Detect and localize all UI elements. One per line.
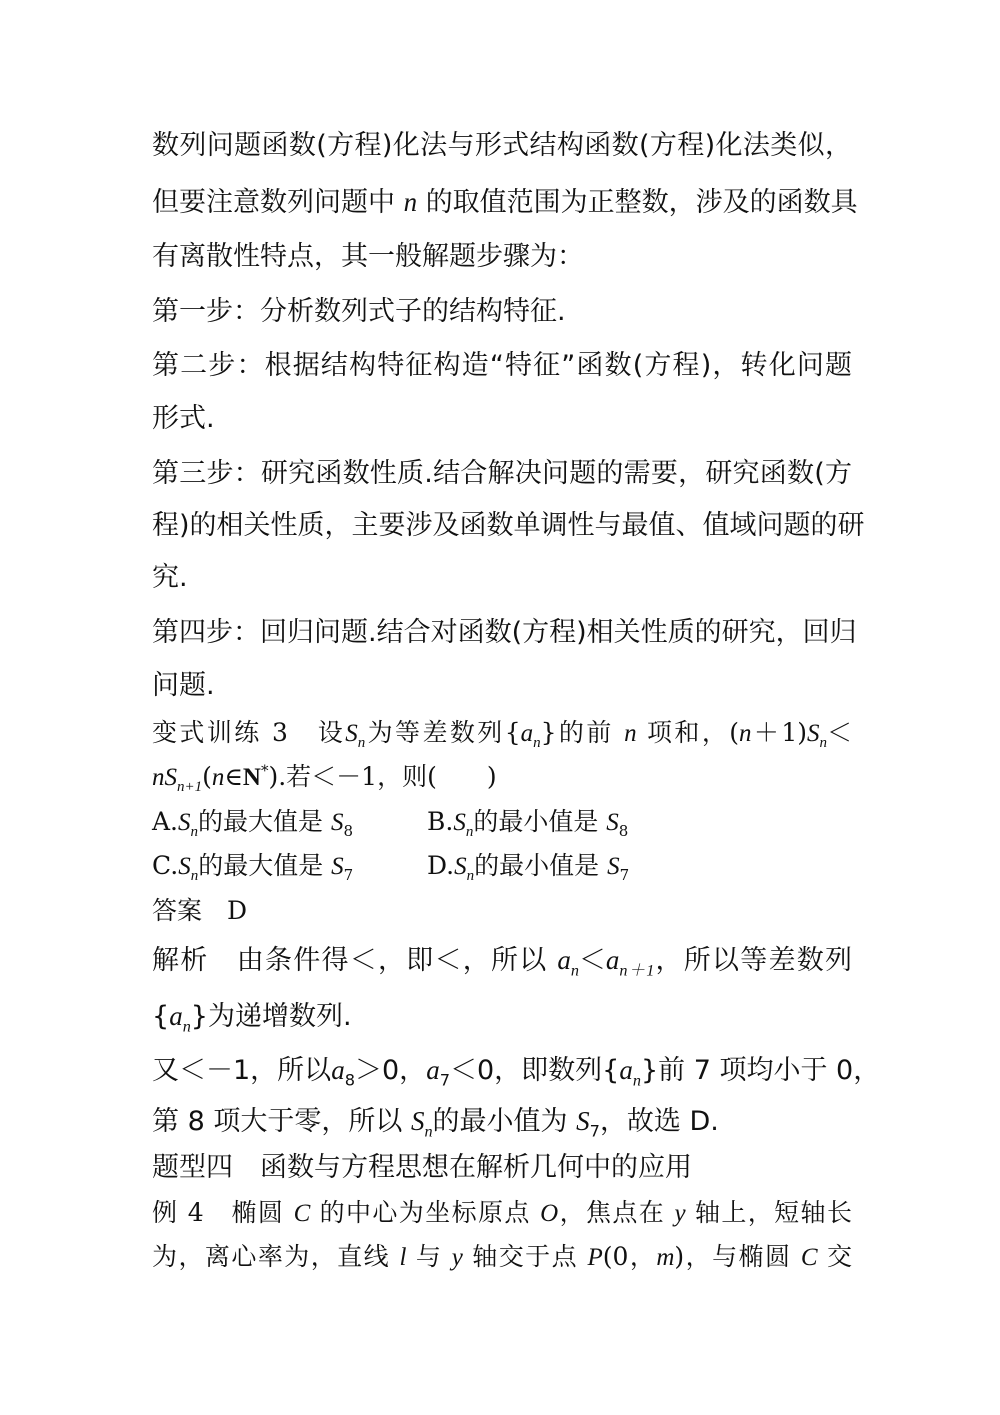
math-var: S — [178, 853, 191, 880]
answer-value: D — [227, 896, 248, 925]
text: ＜ — [827, 718, 853, 747]
analysis-line-2 — [152, 996, 852, 1037]
option-a — [152, 802, 353, 843]
text: 椭圆 — [231, 1198, 285, 1227]
math-var: S — [453, 809, 466, 836]
step-4 — [152, 613, 857, 653]
text: 数列问题函数(方程)化法与形式结构函数(方程)化法类似， — [152, 130, 852, 161]
math-sub: n — [424, 1122, 433, 1141]
math-var: S — [330, 809, 344, 836]
text: 有离散性特点，其一般解题步骤为： — [152, 241, 584, 272]
math-sub: n — [466, 868, 475, 884]
text: 第三步：研究函数性质.结合解决问题的需要，研究函数(方 — [152, 458, 852, 489]
text: { — [152, 1001, 170, 1032]
section-title — [152, 1148, 852, 1188]
math-var: a — [331, 1055, 345, 1085]
text: 为，离心率为，直线 — [152, 1242, 391, 1271]
text: 的最小值是 — [473, 807, 599, 836]
math-sub: 8 — [343, 822, 354, 840]
answer-label: 答案 — [152, 896, 203, 925]
step-3-cont — [152, 506, 865, 546]
math-sub: 7 — [589, 1121, 600, 1141]
math-var: O — [540, 1200, 559, 1227]
math-sub: 7 — [343, 866, 354, 884]
text: 交 — [826, 1242, 852, 1271]
math-var: S — [410, 1106, 425, 1136]
option-label: B. — [427, 807, 454, 836]
math-var: y — [451, 1244, 463, 1271]
math-var: S — [576, 1106, 590, 1136]
text: 的最小值为 — [432, 1106, 568, 1137]
text-line — [152, 182, 858, 223]
math-sub: 7 — [439, 1070, 450, 1090]
text: 的中心为坐标原点 — [319, 1198, 531, 1227]
text: 项和，( — [647, 718, 739, 747]
example-label: 例 4 — [152, 1198, 204, 1227]
math-var: S — [807, 720, 820, 747]
step-3-cont2 — [152, 558, 852, 598]
text: ，所以等差数列 — [654, 945, 853, 976]
math-var: a — [605, 945, 620, 975]
math-var: S — [331, 853, 344, 880]
math-sub: n＋1 — [619, 961, 655, 980]
math-sub: n — [190, 868, 199, 884]
math-sup: * — [260, 761, 269, 780]
math-var: a — [619, 1055, 633, 1085]
math-sub: 8 — [618, 822, 629, 840]
text: }的前 — [540, 718, 614, 747]
math-var: S — [345, 720, 358, 747]
step-2-cont — [152, 399, 852, 439]
math-sub: 7 — [619, 866, 630, 884]
math-var: S — [164, 764, 177, 791]
text: 与 — [415, 1242, 443, 1271]
math-var: a — [169, 1001, 183, 1031]
text: 第 8 项大于零，所以 — [152, 1106, 403, 1137]
math-var: a — [520, 720, 534, 747]
text: 题型四 函数与方程思想在解析几何中的应用 — [152, 1152, 692, 1183]
math-sub: n+1 — [177, 779, 203, 795]
math-sub: n — [632, 1071, 641, 1090]
text: 第二步：根据结构特征构造“特征”函数(方程)，转化问题 — [152, 350, 852, 381]
text: }为递增数列. — [190, 1001, 352, 1032]
option-label: A. — [152, 807, 179, 836]
option-label: D. — [427, 851, 455, 880]
exercise-label: 变式训练 3 — [152, 718, 288, 747]
math-sub: n — [819, 735, 827, 751]
text: 由条件得＜，即＜，所以 — [236, 945, 548, 976]
text: 轴交于点 — [472, 1242, 579, 1271]
answer-line — [152, 891, 852, 931]
math-sub: n — [357, 735, 366, 751]
option-c — [152, 846, 353, 887]
text: 的最大值是 — [198, 807, 324, 836]
math-var: n — [403, 187, 418, 217]
text: 的最小值是 — [474, 851, 600, 880]
step-4-cont — [152, 666, 852, 706]
exercise-line-2 — [152, 757, 852, 798]
text: 设 — [317, 718, 346, 747]
text: ＜0，即数列{ — [450, 1055, 620, 1086]
text: ∈ — [224, 762, 243, 791]
math-var: S — [606, 809, 619, 836]
exercise-line-1 — [152, 713, 852, 754]
math-var: a — [557, 945, 571, 975]
math-var: l — [399, 1244, 407, 1271]
math-var: C — [293, 1200, 311, 1227]
text-line — [152, 126, 852, 166]
text: (0， — [602, 1242, 657, 1271]
text: 究. — [152, 562, 188, 593]
analysis-line-3 — [152, 1050, 881, 1091]
math-sub: n — [465, 824, 474, 840]
text: 的最大值是 — [198, 851, 324, 880]
text: ＞0， — [355, 1055, 427, 1086]
math-var: P — [587, 1244, 603, 1271]
text: ( — [202, 762, 212, 791]
text: 第四步：回归问题.结合对函数(方程)相关性质的研究，回归 — [152, 617, 857, 648]
option-d — [427, 846, 629, 887]
example-line-2 — [152, 1237, 852, 1278]
math-var: S — [178, 809, 191, 836]
math-var: n — [152, 764, 165, 791]
analysis-label: 解析 — [152, 945, 209, 976]
math-var: n — [739, 720, 752, 747]
math-var: a — [426, 1055, 440, 1085]
text: ＜ — [578, 945, 606, 976]
text: 程)的相关性质，主要涉及函数单调性与最值、值域问题的研 — [152, 510, 865, 541]
math-var: S — [607, 853, 620, 880]
math-sub: n — [570, 961, 579, 980]
math-sub: 8 — [344, 1070, 355, 1090]
text: 为等差数列{ — [365, 718, 521, 747]
text: }前 7 项均小于 0， — [640, 1055, 881, 1086]
text-line — [152, 237, 852, 277]
text: 但要注意数列问题中 — [152, 187, 395, 218]
math-sub: n — [533, 735, 541, 751]
text: 第一步：分析数列式子的结构特征. — [152, 296, 566, 327]
text: ).若＜－1，则( ) — [268, 762, 497, 791]
example-line-1 — [152, 1193, 852, 1234]
math-sub: n — [190, 824, 199, 840]
text: ，焦点在 — [558, 1198, 666, 1227]
text: )，与椭圆 — [674, 1242, 792, 1271]
math-sub: n — [182, 1017, 191, 1036]
text: 形式. — [152, 403, 215, 434]
math-var: S — [454, 853, 467, 880]
step-3 — [152, 454, 852, 494]
step-1 — [152, 292, 852, 332]
math-var: C — [800, 1244, 818, 1271]
step-2 — [152, 346, 852, 386]
analysis-line-1 — [152, 940, 852, 981]
option-b — [427, 802, 628, 843]
math-var: n — [211, 764, 225, 791]
text: 又＜－1，所以 — [152, 1055, 332, 1086]
analysis-line-4 — [152, 1101, 852, 1142]
math-var: n — [624, 720, 637, 747]
math-set: N — [242, 764, 261, 791]
option-label: C. — [152, 851, 179, 880]
math-var: y — [674, 1200, 686, 1227]
text: ，故选 D. — [599, 1106, 719, 1137]
text: 的取值范围为正整数，涉及的函数具 — [425, 187, 858, 218]
text: ＋1) — [751, 718, 807, 747]
math-var: m — [656, 1244, 675, 1271]
text: 问题. — [152, 670, 215, 701]
text: 轴上，短轴长 — [694, 1198, 852, 1227]
